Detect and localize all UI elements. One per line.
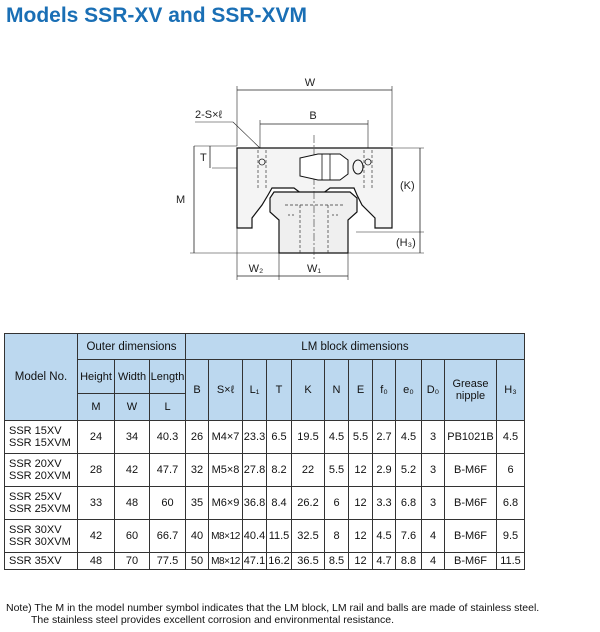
cell-h3: 4.5 [497,421,525,454]
cell-k: 32.5 [292,520,325,553]
cell-e: 5.5 [349,421,373,454]
cell-e0: 8.8 [396,553,422,570]
cell-d0: 4 [422,520,445,553]
cell-l: 66.7 [150,520,186,553]
header-sym-d0: D₀ [422,360,445,421]
table-row [5,421,525,454]
cell-grease: B-M6F [445,454,497,487]
header-sym-f0: f₀ [373,360,396,421]
header-height: Height [78,360,115,394]
model-cell: SSR 25XV SSR 25XVM [5,487,78,520]
cell-t: 8.2 [267,454,292,487]
cell-h3: 11.5 [497,553,525,570]
model-cell: SSR 15XV SSR 15XVM [5,421,78,454]
cell-m: 33 [78,487,115,520]
header-sym-m: M [78,394,115,421]
cell-d0: 3 [422,421,445,454]
cell-f0: 4.5 [373,520,396,553]
cell-k: 19.5 [292,421,325,454]
dim-label-k: (K) [400,180,415,192]
cell-l: 60 [150,487,186,520]
cell-sxl: M8×12 [209,553,243,570]
cell-sxl: M8×12 [209,520,243,553]
header-sym-k: K [292,360,325,421]
cell-b: 40 [186,520,209,553]
cell-m: 28 [78,454,115,487]
cell-f0: 2.9 [373,454,396,487]
cell-grease: PB1021B [445,421,497,454]
cell-n: 4.5 [325,421,349,454]
cell-n: 5.5 [325,454,349,487]
dim-label-w1: W₁ [306,263,322,275]
cell-e0: 4.5 [396,421,422,454]
header-sym-w: W [115,394,150,421]
dim-label-b: B [309,110,317,122]
cell-w: 48 [115,487,150,520]
dim-label-w: W [304,77,316,89]
table-row [5,454,525,487]
cell-m: 24 [78,421,115,454]
cell-w: 34 [115,421,150,454]
cell-e0: 5.2 [396,454,422,487]
header-sym-h3: H₃ [497,360,525,421]
table-row [5,520,525,553]
cell-f0: 3.3 [373,487,396,520]
header-sym-l: L [150,394,186,421]
dim-label-t: T [200,152,207,164]
cell-l1: 27.8 [243,454,267,487]
cell-f0: 4.7 [373,553,396,570]
cell-d0: 3 [422,487,445,520]
dim-label-h3: (H₃) [396,237,416,249]
cell-sxl: M4×7 [209,421,243,454]
model-cell: SSR 30XV SSR 30XVM [5,520,78,553]
cell-t: 6.5 [267,421,292,454]
cell-l: 77.5 [150,553,186,570]
table-row [5,553,525,570]
dim-label-w2: W₂ [248,263,264,275]
cell-l: 40.3 [150,421,186,454]
cell-grease: B-M6F [445,553,497,570]
cell-n: 6 [325,487,349,520]
cell-grease: B-M6F [445,487,497,520]
cell-l1: 36.8 [243,487,267,520]
table-row [5,487,525,520]
cell-k: 22 [292,454,325,487]
cell-e0: 7.6 [396,520,422,553]
header-sym-l1: L₁ [243,360,267,421]
header-sym-sxl: S×ℓ [209,360,243,421]
header-length: Length [150,360,186,394]
cell-w: 42 [115,454,150,487]
header-sym-t: T [267,360,292,421]
footnote [6,603,539,626]
cell-d0: 4 [422,553,445,570]
cell-h3: 6.8 [497,487,525,520]
cell-e: 12 [349,520,373,553]
cell-b: 32 [186,454,209,487]
model-cell: SSR 20XV SSR 20XVM [5,454,78,487]
cell-m: 42 [78,520,115,553]
header-sym-e: E [349,360,373,421]
header-sym-b: B [186,360,209,421]
cell-t: 8.4 [267,487,292,520]
footnote-line-2: The stainless steel provides excellent corrosion and environmental resistance. [31,613,395,626]
cell-m: 48 [78,553,115,570]
cell-h3: 6 [497,454,525,487]
header-outer-dimensions: Outer dimensions [78,334,186,360]
cell-e: 12 [349,553,373,570]
cell-t: 11.5 [267,520,292,553]
cell-f0: 2.7 [373,421,396,454]
cell-k: 36.5 [292,553,325,570]
cell-b: 50 [186,553,209,570]
cell-n: 8 [325,520,349,553]
cell-b: 35 [186,487,209,520]
cell-grease: B-M6F [445,520,497,553]
dim-label-sxl: 2-S×ℓ [195,109,223,121]
cell-k: 26.2 [292,487,325,520]
header-model-no: Model No. [5,334,78,421]
cell-b: 26 [186,421,209,454]
cell-l1: 47.1 [243,553,267,570]
cell-e: 12 [349,454,373,487]
dim-label-m: M [176,194,186,206]
header-grease-nipple: Grease nipple [445,360,497,421]
cell-l: 47.7 [150,454,186,487]
cell-e0: 6.8 [396,487,422,520]
cell-n: 8.5 [325,553,349,570]
header-lm-block-dimensions: LM block dimensions [186,334,525,360]
dimension-table [4,333,525,570]
header-sym-n: N [325,360,349,421]
cell-sxl: M5×8 [209,454,243,487]
cell-d0: 3 [422,454,445,487]
cell-sxl: M6×9 [209,487,243,520]
cell-t: 16.2 [267,553,292,570]
cell-h3: 9.5 [497,520,525,553]
cell-l1: 23.3 [243,421,267,454]
header-sym-e0: e₀ [396,360,422,421]
cell-e: 12 [349,487,373,520]
cell-w: 60 [115,520,150,553]
page-title: Models SSR-XV and SSR-XVM [6,4,308,27]
cell-w: 70 [115,553,150,570]
footnote-line-1: Note) The M in the model number symbol indicates that the LM block, LM rail and balls are made of stainless steel. [6,602,540,614]
header-width: Width [115,360,150,394]
cell-l1: 40.4 [243,520,267,553]
model-cell: SSR 35XV [5,553,78,570]
